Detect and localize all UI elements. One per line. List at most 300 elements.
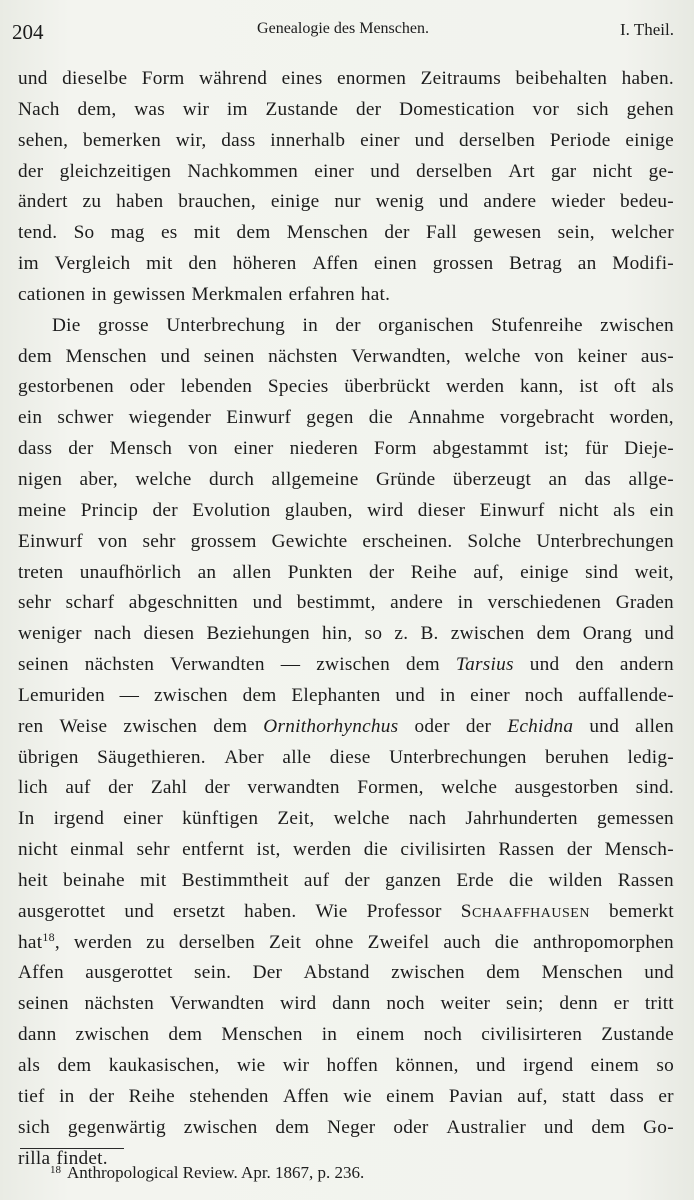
word: und bbox=[18, 68, 48, 89]
word: Einwurf bbox=[226, 407, 292, 429]
word: wenig bbox=[375, 191, 425, 213]
word: dem bbox=[591, 1116, 626, 1138]
word: kann, bbox=[519, 376, 564, 398]
word: ge- bbox=[648, 160, 674, 182]
word: gemessen bbox=[596, 808, 674, 830]
word: — bbox=[119, 684, 140, 706]
text-line bbox=[18, 249, 674, 280]
word: diesen bbox=[143, 623, 195, 645]
word: Rassen bbox=[617, 869, 674, 891]
word: einen bbox=[373, 253, 417, 275]
word: dem bbox=[18, 345, 52, 367]
text-line bbox=[18, 126, 674, 157]
word: wie bbox=[343, 1085, 372, 1107]
word: im bbox=[226, 98, 248, 120]
word: Mensch bbox=[109, 438, 173, 460]
word: welcher bbox=[611, 222, 674, 244]
word: Elephanten bbox=[291, 684, 381, 706]
word: wieder bbox=[551, 191, 606, 213]
word: sehen, bbox=[18, 129, 69, 151]
word: während bbox=[199, 68, 268, 89]
word: welche bbox=[135, 468, 192, 490]
word: Zeit, bbox=[277, 808, 315, 830]
word: aber, bbox=[79, 468, 118, 490]
word: irgend bbox=[53, 808, 105, 830]
word: sehr bbox=[18, 592, 52, 614]
text-line bbox=[18, 187, 674, 218]
word: brauchen, bbox=[178, 191, 256, 213]
footnote-mark: 18 bbox=[50, 1164, 61, 1176]
word: in bbox=[321, 1024, 338, 1046]
word: ausgerottet bbox=[85, 962, 173, 984]
word: ausgestorben bbox=[514, 777, 619, 799]
word: Zustande bbox=[601, 1024, 674, 1046]
word: alle bbox=[282, 746, 312, 768]
text-line bbox=[18, 650, 674, 681]
word: sind bbox=[585, 561, 619, 583]
word: ist bbox=[579, 376, 599, 398]
word: Tarsius bbox=[455, 654, 514, 676]
word: hat bbox=[18, 931, 43, 953]
text-line bbox=[18, 835, 674, 866]
word: Die bbox=[52, 314, 81, 336]
word: denn bbox=[559, 993, 598, 1015]
word: ersetzt bbox=[173, 900, 226, 922]
word: dem bbox=[168, 1024, 203, 1046]
word: Orang bbox=[582, 623, 633, 645]
text-line bbox=[18, 1020, 674, 1051]
word: einem bbox=[590, 1055, 640, 1076]
word: es bbox=[160, 222, 178, 244]
word: auch bbox=[443, 931, 481, 953]
word: lich bbox=[18, 777, 48, 799]
word: sehr bbox=[142, 530, 176, 552]
text-line bbox=[18, 588, 674, 619]
word: Reihe bbox=[410, 561, 457, 583]
word: abgestammt bbox=[432, 438, 529, 460]
word: meine bbox=[18, 499, 67, 521]
word: dann bbox=[18, 1024, 57, 1046]
word: Merkmalen bbox=[191, 283, 283, 305]
word: stehenden bbox=[189, 1085, 269, 1107]
word: und bbox=[370, 160, 400, 182]
word: zu bbox=[146, 931, 165, 953]
word: scharf bbox=[65, 592, 115, 614]
word: gestorbenen bbox=[18, 376, 114, 398]
word: Weise bbox=[59, 715, 108, 737]
part-label: I. Theil. bbox=[620, 20, 674, 39]
word: Aber bbox=[224, 746, 264, 768]
word: grossem bbox=[190, 530, 257, 552]
word: Betrag bbox=[509, 253, 563, 275]
word: und bbox=[644, 623, 674, 645]
word: oder bbox=[129, 376, 165, 398]
word: erfahren bbox=[288, 283, 355, 305]
word: bedeu- bbox=[620, 191, 674, 213]
body-text bbox=[18, 64, 674, 1174]
word: beibehalten bbox=[515, 68, 608, 89]
word: einer bbox=[123, 808, 163, 830]
word: nur bbox=[334, 191, 361, 213]
word: welche bbox=[441, 777, 498, 799]
word: was bbox=[134, 98, 165, 120]
word: den bbox=[188, 253, 217, 275]
word: sind. bbox=[635, 777, 674, 799]
word: und bbox=[475, 1055, 506, 1076]
text-line bbox=[18, 280, 674, 311]
text-line bbox=[18, 311, 674, 342]
word: dem bbox=[405, 654, 440, 676]
text-line bbox=[18, 527, 674, 558]
word: Annahme bbox=[408, 407, 485, 429]
word: überzeugt bbox=[452, 468, 532, 490]
word: Zeit bbox=[269, 931, 302, 953]
text-line bbox=[18, 928, 674, 959]
word: eines bbox=[281, 68, 323, 89]
word: nach bbox=[408, 808, 447, 830]
word: zwischen bbox=[123, 715, 198, 737]
word: bemerkt bbox=[608, 900, 674, 922]
word: und bbox=[438, 191, 469, 213]
word: Princip bbox=[80, 499, 139, 521]
word: Beziehungen bbox=[206, 623, 310, 645]
word: sein. bbox=[194, 962, 232, 984]
word: von bbox=[188, 438, 218, 460]
word: Neger bbox=[327, 1116, 376, 1138]
word: diese bbox=[329, 746, 371, 768]
word: weiter bbox=[440, 993, 491, 1015]
word: Vergleich bbox=[54, 253, 131, 275]
word: Einwurf bbox=[479, 499, 545, 521]
word: einer bbox=[470, 684, 510, 706]
word: werden bbox=[293, 839, 352, 861]
word: als bbox=[613, 499, 636, 521]
text-line bbox=[18, 866, 674, 897]
word: gewesen bbox=[473, 222, 542, 244]
word: Punkten bbox=[287, 561, 353, 583]
word: an bbox=[548, 468, 568, 490]
word: bemerken bbox=[82, 129, 161, 151]
word: haben bbox=[116, 191, 164, 213]
word: kaukasischen, bbox=[108, 1055, 220, 1076]
text-line bbox=[18, 1051, 674, 1082]
word: Stufenreihe bbox=[491, 314, 583, 336]
text-line bbox=[18, 434, 674, 465]
word: dem bbox=[57, 1055, 92, 1076]
word: Modifi- bbox=[612, 253, 674, 275]
word: vor bbox=[532, 98, 559, 120]
word: Abstand bbox=[303, 962, 370, 984]
word: zwischen bbox=[391, 962, 465, 984]
word: B. bbox=[420, 623, 439, 645]
word: Form bbox=[141, 68, 185, 89]
text-line bbox=[18, 1082, 674, 1113]
word: wird bbox=[280, 993, 317, 1015]
word: ohne bbox=[315, 931, 354, 953]
text-line bbox=[18, 496, 674, 527]
word: vorgebracht bbox=[499, 407, 595, 429]
word: Zeitraums bbox=[420, 68, 502, 89]
word: weit, bbox=[634, 561, 674, 583]
word: entfernt bbox=[182, 839, 245, 861]
word: in bbox=[302, 314, 318, 336]
word: treten bbox=[18, 561, 64, 583]
word: gar bbox=[551, 160, 577, 182]
word: haben. bbox=[244, 900, 297, 922]
word: zwischen bbox=[600, 314, 674, 336]
word: Mensch- bbox=[604, 839, 674, 861]
word: verwandten bbox=[247, 777, 340, 799]
word: Unterbrechungen bbox=[389, 746, 527, 768]
word: Jahrhunderten bbox=[465, 808, 578, 830]
word: abgeschnitten bbox=[128, 592, 239, 614]
word: sein; bbox=[505, 993, 544, 1015]
word: wir bbox=[282, 1055, 310, 1076]
footnote-reference: 18 bbox=[42, 929, 55, 944]
word: welche bbox=[333, 808, 390, 830]
word: einige bbox=[520, 561, 569, 583]
text-line bbox=[18, 989, 674, 1020]
word: civilisirten bbox=[400, 839, 486, 861]
word: weniger bbox=[18, 623, 82, 645]
word: dieselbe bbox=[62, 68, 128, 89]
word: In bbox=[18, 808, 35, 830]
word: in bbox=[439, 684, 456, 706]
word: Species bbox=[267, 376, 329, 398]
word: allen bbox=[635, 715, 674, 737]
word: worden, bbox=[609, 407, 674, 429]
word: seinen bbox=[18, 654, 69, 676]
word: allge- bbox=[628, 468, 674, 490]
word: einer bbox=[314, 160, 355, 182]
word: noch bbox=[386, 993, 425, 1015]
text-line bbox=[18, 681, 674, 712]
word: der bbox=[344, 869, 370, 891]
word: keiner bbox=[577, 345, 628, 367]
word: an bbox=[577, 253, 597, 275]
word: die bbox=[494, 931, 520, 953]
word: mit bbox=[140, 869, 167, 891]
word: statt bbox=[562, 1085, 596, 1107]
word: Menschen bbox=[541, 962, 623, 984]
word: zwischen bbox=[450, 623, 525, 645]
word: Art bbox=[508, 160, 535, 182]
word: heit bbox=[18, 869, 48, 891]
word: noch bbox=[524, 684, 564, 706]
word: sich bbox=[576, 98, 609, 120]
word: Periode bbox=[549, 129, 611, 151]
word: gleichzeitigen bbox=[59, 160, 172, 182]
word: den bbox=[575, 654, 604, 676]
word: auf, bbox=[473, 561, 504, 583]
word: überbrückt bbox=[344, 376, 431, 398]
word: der bbox=[465, 715, 492, 737]
word: die bbox=[509, 869, 534, 891]
word: Reihe bbox=[128, 1085, 175, 1107]
word: allen bbox=[232, 561, 272, 583]
word: gewissen bbox=[112, 283, 186, 305]
word: ein bbox=[649, 499, 674, 521]
text-line bbox=[18, 712, 674, 743]
word: beinahe bbox=[63, 869, 125, 891]
word: Ornithorhynchus bbox=[263, 715, 399, 737]
text-line bbox=[18, 897, 674, 928]
text-line bbox=[18, 558, 674, 589]
word: Nach bbox=[18, 98, 60, 120]
word: Dieje- bbox=[624, 438, 674, 460]
word: dem bbox=[275, 1116, 310, 1138]
word: derselben bbox=[416, 160, 493, 182]
word: ganzen bbox=[385, 869, 442, 891]
word: einer bbox=[360, 129, 400, 151]
word: civilisirteren bbox=[481, 1024, 583, 1046]
word: z. bbox=[394, 623, 409, 645]
word: einmal bbox=[70, 839, 125, 861]
word: dem, bbox=[77, 98, 117, 120]
word: Einwurf bbox=[18, 530, 83, 552]
word: wie bbox=[236, 1055, 266, 1076]
word: — bbox=[280, 654, 301, 676]
word: wilden bbox=[548, 869, 603, 891]
punctuation: , bbox=[54, 931, 60, 953]
word: noch bbox=[423, 1024, 463, 1046]
word: einer bbox=[233, 438, 274, 460]
text-line bbox=[18, 403, 674, 434]
word: an bbox=[197, 561, 217, 583]
word: höheren bbox=[232, 253, 297, 275]
word: oder bbox=[414, 715, 450, 737]
word: auf, bbox=[517, 1085, 548, 1107]
word: der bbox=[88, 1085, 115, 1107]
word: und bbox=[124, 900, 155, 922]
text-line bbox=[18, 804, 674, 835]
word: organischen bbox=[378, 314, 474, 336]
text-line bbox=[18, 1113, 674, 1144]
word: der bbox=[204, 777, 230, 799]
word: dass bbox=[221, 129, 256, 151]
word: und bbox=[543, 1116, 574, 1138]
word: Formen, bbox=[357, 777, 424, 799]
word: lebenden bbox=[180, 376, 253, 398]
text-line bbox=[18, 218, 674, 249]
word: zwischen bbox=[183, 1116, 258, 1138]
word: glauben, bbox=[284, 499, 353, 521]
word: tritt bbox=[644, 993, 674, 1015]
word: künftigen bbox=[182, 808, 259, 830]
word: Pavian bbox=[448, 1085, 503, 1107]
word: ein bbox=[18, 407, 43, 429]
word: andere bbox=[390, 592, 444, 614]
word: ledig- bbox=[627, 746, 674, 768]
word: mit bbox=[193, 222, 221, 244]
word: So bbox=[73, 222, 95, 244]
word: Säugethieren. bbox=[97, 746, 206, 768]
word: Unterbrechungen bbox=[536, 530, 674, 552]
word: in bbox=[457, 592, 474, 614]
text-line bbox=[18, 619, 674, 650]
word: von bbox=[97, 530, 128, 552]
word: Form bbox=[373, 438, 417, 460]
word: beruhen bbox=[545, 746, 610, 768]
word: seinen bbox=[203, 345, 255, 367]
word: Verwandten bbox=[170, 654, 265, 676]
word: andern bbox=[619, 654, 674, 676]
word: werden bbox=[73, 931, 133, 953]
word: Menschen bbox=[286, 222, 369, 244]
text-line bbox=[18, 157, 674, 188]
running-title: Genealogie des Menschen. bbox=[257, 20, 429, 37]
word: durch bbox=[208, 468, 255, 490]
word: rilla bbox=[18, 1147, 51, 1169]
word: Menschen bbox=[65, 345, 147, 367]
word: Zweifel bbox=[367, 931, 430, 953]
word: gegenwärtig bbox=[67, 1116, 166, 1138]
word: zu bbox=[82, 191, 102, 213]
word: gehen bbox=[626, 98, 674, 120]
word: Gewichte bbox=[271, 530, 348, 552]
word-with-footnote-ref bbox=[18, 928, 60, 959]
word: sich bbox=[18, 1116, 51, 1138]
word: Affen bbox=[282, 1085, 329, 1107]
word: tief bbox=[18, 1085, 45, 1107]
word: haben. bbox=[621, 68, 674, 89]
word: der bbox=[18, 160, 44, 182]
word: aus- bbox=[640, 345, 674, 367]
word: die bbox=[368, 407, 393, 429]
word: Echidna bbox=[507, 715, 574, 737]
word: in bbox=[59, 1085, 75, 1107]
word: ist; bbox=[544, 438, 570, 460]
word: niederen bbox=[289, 438, 358, 460]
word: für bbox=[585, 438, 609, 460]
footnote bbox=[50, 1160, 364, 1183]
word: Evolution bbox=[192, 499, 271, 521]
word: der bbox=[335, 314, 361, 336]
word: dem bbox=[242, 684, 277, 706]
text-line bbox=[18, 743, 674, 774]
word: der bbox=[384, 222, 410, 244]
word: derselben bbox=[459, 129, 536, 151]
word: findet. bbox=[56, 1147, 108, 1169]
word: gegen bbox=[306, 407, 354, 429]
word: grosse bbox=[98, 314, 149, 336]
word: und bbox=[589, 715, 620, 737]
word: Erde bbox=[456, 869, 494, 891]
word: Go- bbox=[643, 1116, 674, 1138]
word: und bbox=[395, 684, 426, 706]
word: Affen bbox=[18, 962, 64, 984]
word: nächsten bbox=[84, 654, 155, 676]
word: wir, bbox=[175, 129, 207, 151]
word: dass bbox=[18, 438, 53, 460]
word: als bbox=[18, 1055, 41, 1076]
word: nächsten bbox=[268, 345, 338, 367]
word: dem bbox=[536, 623, 571, 645]
word: cationen bbox=[18, 283, 86, 305]
word: seinen bbox=[18, 993, 69, 1015]
word: Verwandten bbox=[169, 993, 265, 1015]
text-line bbox=[18, 342, 674, 373]
word: sehr bbox=[136, 839, 170, 861]
word: nicht bbox=[558, 499, 599, 521]
word: nach bbox=[94, 623, 132, 645]
word: Wie bbox=[315, 900, 348, 922]
text-line bbox=[18, 958, 674, 989]
page-header bbox=[12, 20, 674, 50]
word: Zustande bbox=[265, 98, 339, 120]
word: wird bbox=[367, 499, 404, 521]
footnote-rule bbox=[20, 1148, 124, 1149]
